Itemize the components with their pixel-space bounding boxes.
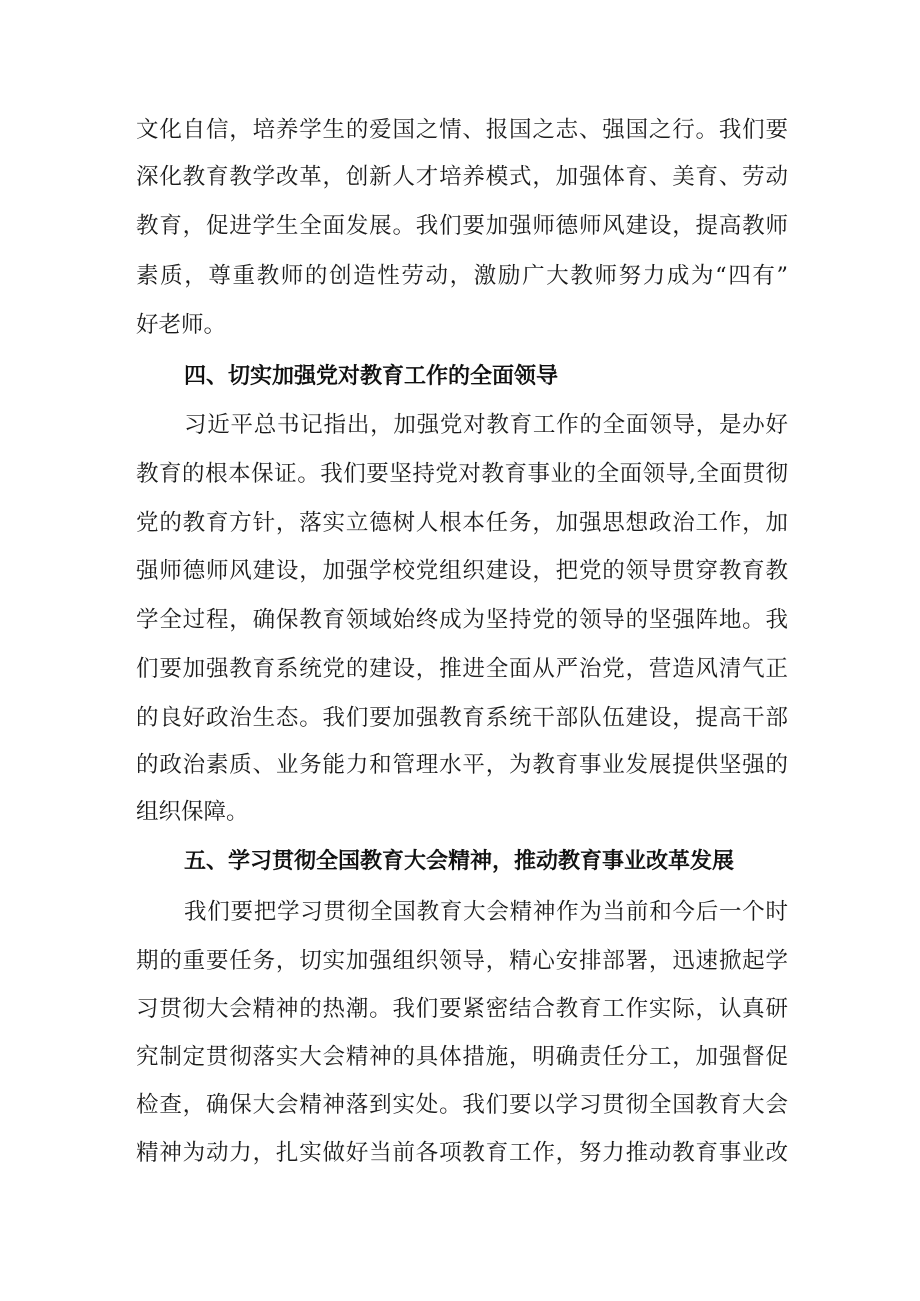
paragraph-line: 教育的根本保证。我们要坚持党对教育事业的全面领导,全面贯彻	[136, 461, 788, 487]
paragraph-line: 的良好政治生态。我们要加强教育系统干部队伍建设，提高干部	[136, 705, 788, 731]
paragraph-line: 好老师。	[136, 312, 227, 338]
section-heading-4: 四、切实加强党对教育工作的全面领导	[184, 364, 559, 389]
paragraph-line: 习贯彻大会精神的热潮。我们要紧密结合教育工作实际，认真研	[136, 996, 788, 1022]
paragraph-line: 我们要把学习贯彻全国教育大会精神作为当前和今后一个时	[184, 899, 788, 925]
paragraph-line: 教育，促进学生全面发展。我们要加强师德师风建设，提高教师	[136, 213, 788, 239]
paragraph-line: 究制定贯彻落实大会精神的具体措施，明确责任分工，加强督促	[136, 1044, 788, 1070]
paragraph-line: 学全过程，确保教育领域始终成为坚持党的领导的坚强阵地。我	[136, 607, 788, 633]
paragraph-line: 们要加强教育系统党的建设，推进全面从严治党，营造风清气正	[136, 656, 788, 682]
paragraph-line: 的政治素质、业务能力和管理水平，为教育事业发展提供坚强的	[136, 752, 788, 778]
section-heading-5: 五、学习贯彻全国教育大会精神，推动教育事业改革发展	[184, 849, 735, 874]
paragraph-line: 习近平总书记指出，加强党对教育工作的全面领导，是办好	[184, 412, 788, 438]
paragraph-line: 党的教育方针，落实立德树人根本任务，加强思想政治工作，加	[136, 510, 788, 536]
paragraph-line: 强师德师风建设，加强学校党组织建设，把党的领导贯穿教育教	[136, 558, 788, 584]
paragraph-line: 深化教育教学改革，创新人才培养模式，加强体育、美育、劳动	[136, 164, 788, 190]
paragraph-line: 文化自信，培养学生的爱国之情、报国之志、强国之行。我们要	[136, 117, 788, 143]
paragraph-line: 精神为动力，扎实做好当前各项教育工作，努力推动教育事业改	[136, 1140, 788, 1166]
paragraph-line: 期的重要任务，切实加强组织领导，精心安排部署，迅速掀起学	[136, 948, 788, 974]
paragraph-line: 素质，尊重教师的创造性劳动，激励广大教师努力成为“四有”	[136, 263, 788, 289]
paragraph-line: 检查，确保大会精神落到实处。我们要以学习贯彻全国教育大会	[136, 1092, 788, 1118]
paragraph-line: 组织保障。	[136, 799, 249, 825]
